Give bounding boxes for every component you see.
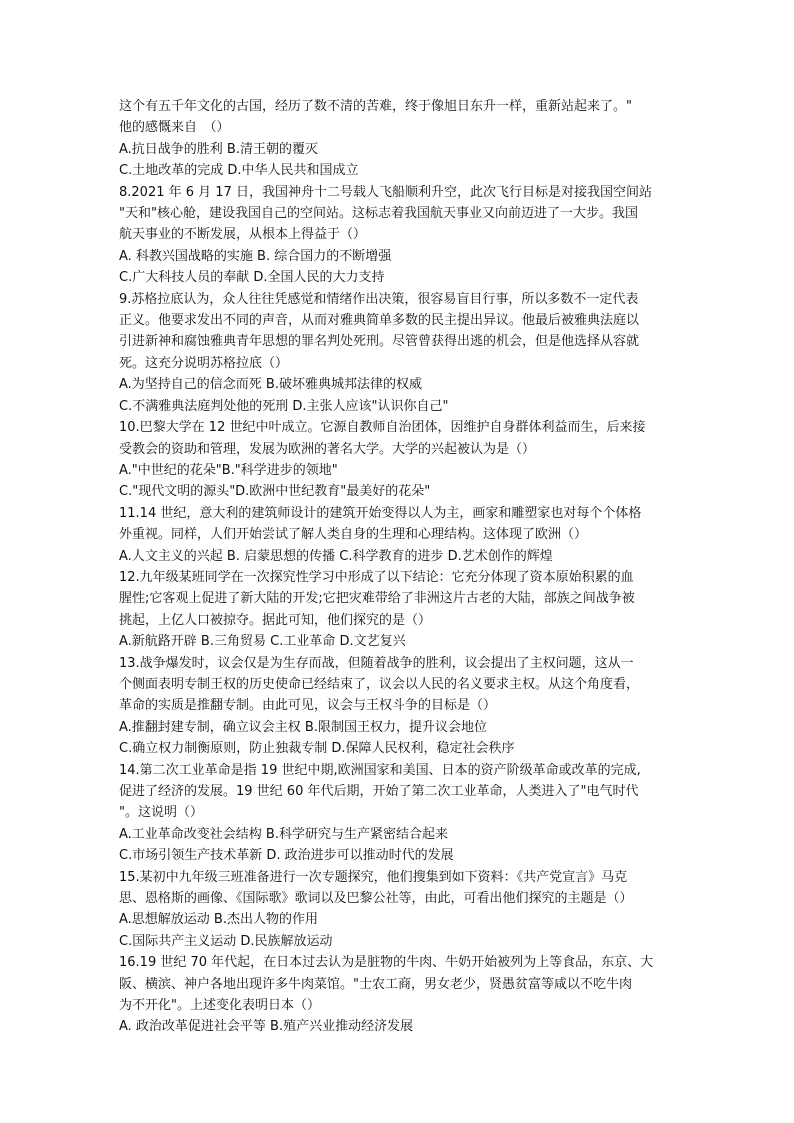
text-line: A.推翻封建专制，确立议会主权 B.限制国王权力，提升议会地位	[119, 719, 487, 735]
text-line: 阪、横滨、神户各地出现许多牛肉菜馆。"士农工商，男女老少，贤愚贫富等咸以不吃牛肉	[119, 976, 632, 992]
text-line: 引进新神和腐蚀雅典青年思想的罪名判处死刑。尽管曾获得出逃的机会，但是他选择从容就	[119, 334, 640, 350]
text-line: A. 科教兴国战略的实施 B. 综合国力的不断增强	[119, 248, 392, 264]
text-line: 12.九年级某班同学在一次探究性学习中形成了以下结论：它充分体现了资本原始积累的血	[119, 569, 634, 585]
text-line: A.思想解放运动 B.杰出人物的作用	[119, 912, 318, 928]
text-line: 外重视。同样，人们开始尝试了解人类自身的生理和心理结构。这体现了欧洲（）	[119, 527, 588, 543]
text-line: 个侧面表明专制王权的历史使命已经结束了，议会以人民的名义要求主权。从这个角度看，	[119, 676, 640, 692]
text-line: C.确立权力制衡原则，防止独裁专制 D.保障人民权利，稳定社会秩序	[119, 741, 515, 757]
text-line: 挑起，上亿人口被掠夺。据此可知，他们探究的是（）	[119, 612, 432, 628]
text-line: 这个有五千年文化的古国，经历了数不清的苦难，终于像旭日东升一样，重新站起来了。"	[119, 99, 632, 114]
text-line: 腥性;它客观上促进了新大陆的开发;它把灾难带给了非洲这片古老的大陆，部族之间战争被	[119, 591, 635, 607]
text-line: 航天事业的不断发展，从根本上得益于（）	[119, 227, 367, 243]
text-line: A. 政治改革促进社会平等 B.殖产兴业推动经济发展	[119, 1019, 414, 1035]
text-line: "天和"核心舱，建设我国自己的空间站。这标志着我国航天事业又向前迈进了一大步。我国	[119, 206, 638, 222]
text-line: A.为坚持自己的信念而死 B.破坏雅典城邦法律的权威	[119, 377, 422, 393]
text-line: C.国际共产主义运动 D.民族解放运动	[119, 933, 333, 949]
text-line: 为不开化"。上述变化表明日本（）	[119, 998, 320, 1014]
text-line: 思、恩格斯的画像、《国际歌》歌词以及巴黎公社等，由此，可看出他们探究的主题是（）	[119, 891, 633, 907]
text-line: C."现代文明的源头"D.欧洲中世纪教育"最美好的花朵"	[119, 484, 431, 500]
text-line: A.抗日战争的胜利 B.清王朝的覆灭	[119, 141, 318, 157]
text-line: 11.14 世纪，意大利的建筑师设计的建筑开始变得以人为主，画家和雕塑家也对每个个体格	[119, 505, 642, 521]
text-line: C.广大科技人员的奉献 D.全国人民的大力支持	[119, 270, 385, 286]
text-line: 正义。他要求发出不同的声音，从而对雅典简单多数的民主提出异议。他最后被雅典法庭以	[119, 313, 640, 329]
text-line: C.土地改革的完成 D.中华人民共和国成立	[119, 163, 359, 179]
text-line: A.工业革命改变社会结构 B.科学研究与生产紧密结合起来	[119, 826, 448, 842]
text-line: 革命的实质是推翻专制。由此可见，议会与王权斗争的目标是（）	[119, 698, 497, 714]
text-line: A."中世纪的花朵"B."科学进步的领地"	[119, 462, 338, 478]
text-line: 14.第二次工业革命是指 19 世纪中期,欧洲国家和美国、日本的资产阶级革命或改革的完成,	[119, 762, 641, 778]
text-line: 15.某初中九年级三班准备进行一次专题探究，他们搜集到如下资料：《共产党宣言》马克	[119, 869, 628, 885]
text-line: 10.巴黎大学在 12 世纪中叶成立。它源自教师自治团体，因维护自身群体利益而生，后来接	[119, 420, 646, 436]
text-line: 8.2021 年 6 月 17 日，我国神舟十二号载人飞船顺利升空，此次飞行目标是对接我国空间站	[119, 184, 652, 200]
text-line: A.人文主义的兴起 B. 启蒙思想的传播 C.科学教育的进步 D.艺术创作的辉煌	[119, 548, 553, 564]
text-line: 9.苏格拉底认为，众人往往凭感觉和情绪作出决策，很容易盲目行事，所以多数不一定代表	[119, 291, 639, 307]
text-line: 受教会的资助和管理，发展为欧洲的著名大学。大学的兴起被认为是（）	[119, 441, 536, 457]
text-line: 他的感慨来自 （）	[119, 120, 230, 136]
text-line: 死。这充分说明苏格拉底（）	[119, 355, 289, 371]
text-line: 13.战争爆发时，议会仅是为生存而战，但随着战争的胜利，议会提出了主权问题，这从一	[119, 655, 634, 671]
text-line: "。这说明（）	[119, 805, 203, 821]
text-line: 16.19 世纪 70 年代起，在日本过去认为是脏物的牛肉、牛奶开始被列为上等食品，东京、大	[119, 955, 654, 971]
text-line: C.不满雅典法庭判处他的死刑 D.主张人应该"认识你自己"	[119, 398, 449, 414]
text-line: C.市场引领生产技术革新 D. 政治进步可以推动时代的发展	[119, 848, 454, 864]
text-line: A.新航路开辟 B.三角贸易 C.工业革命 D.文艺复兴	[119, 634, 406, 650]
text-line: 促进了经济的发展。19 世纪 60 年代后期，开始了第二次工业革命，人类进入了"电气时代	[119, 784, 639, 799]
